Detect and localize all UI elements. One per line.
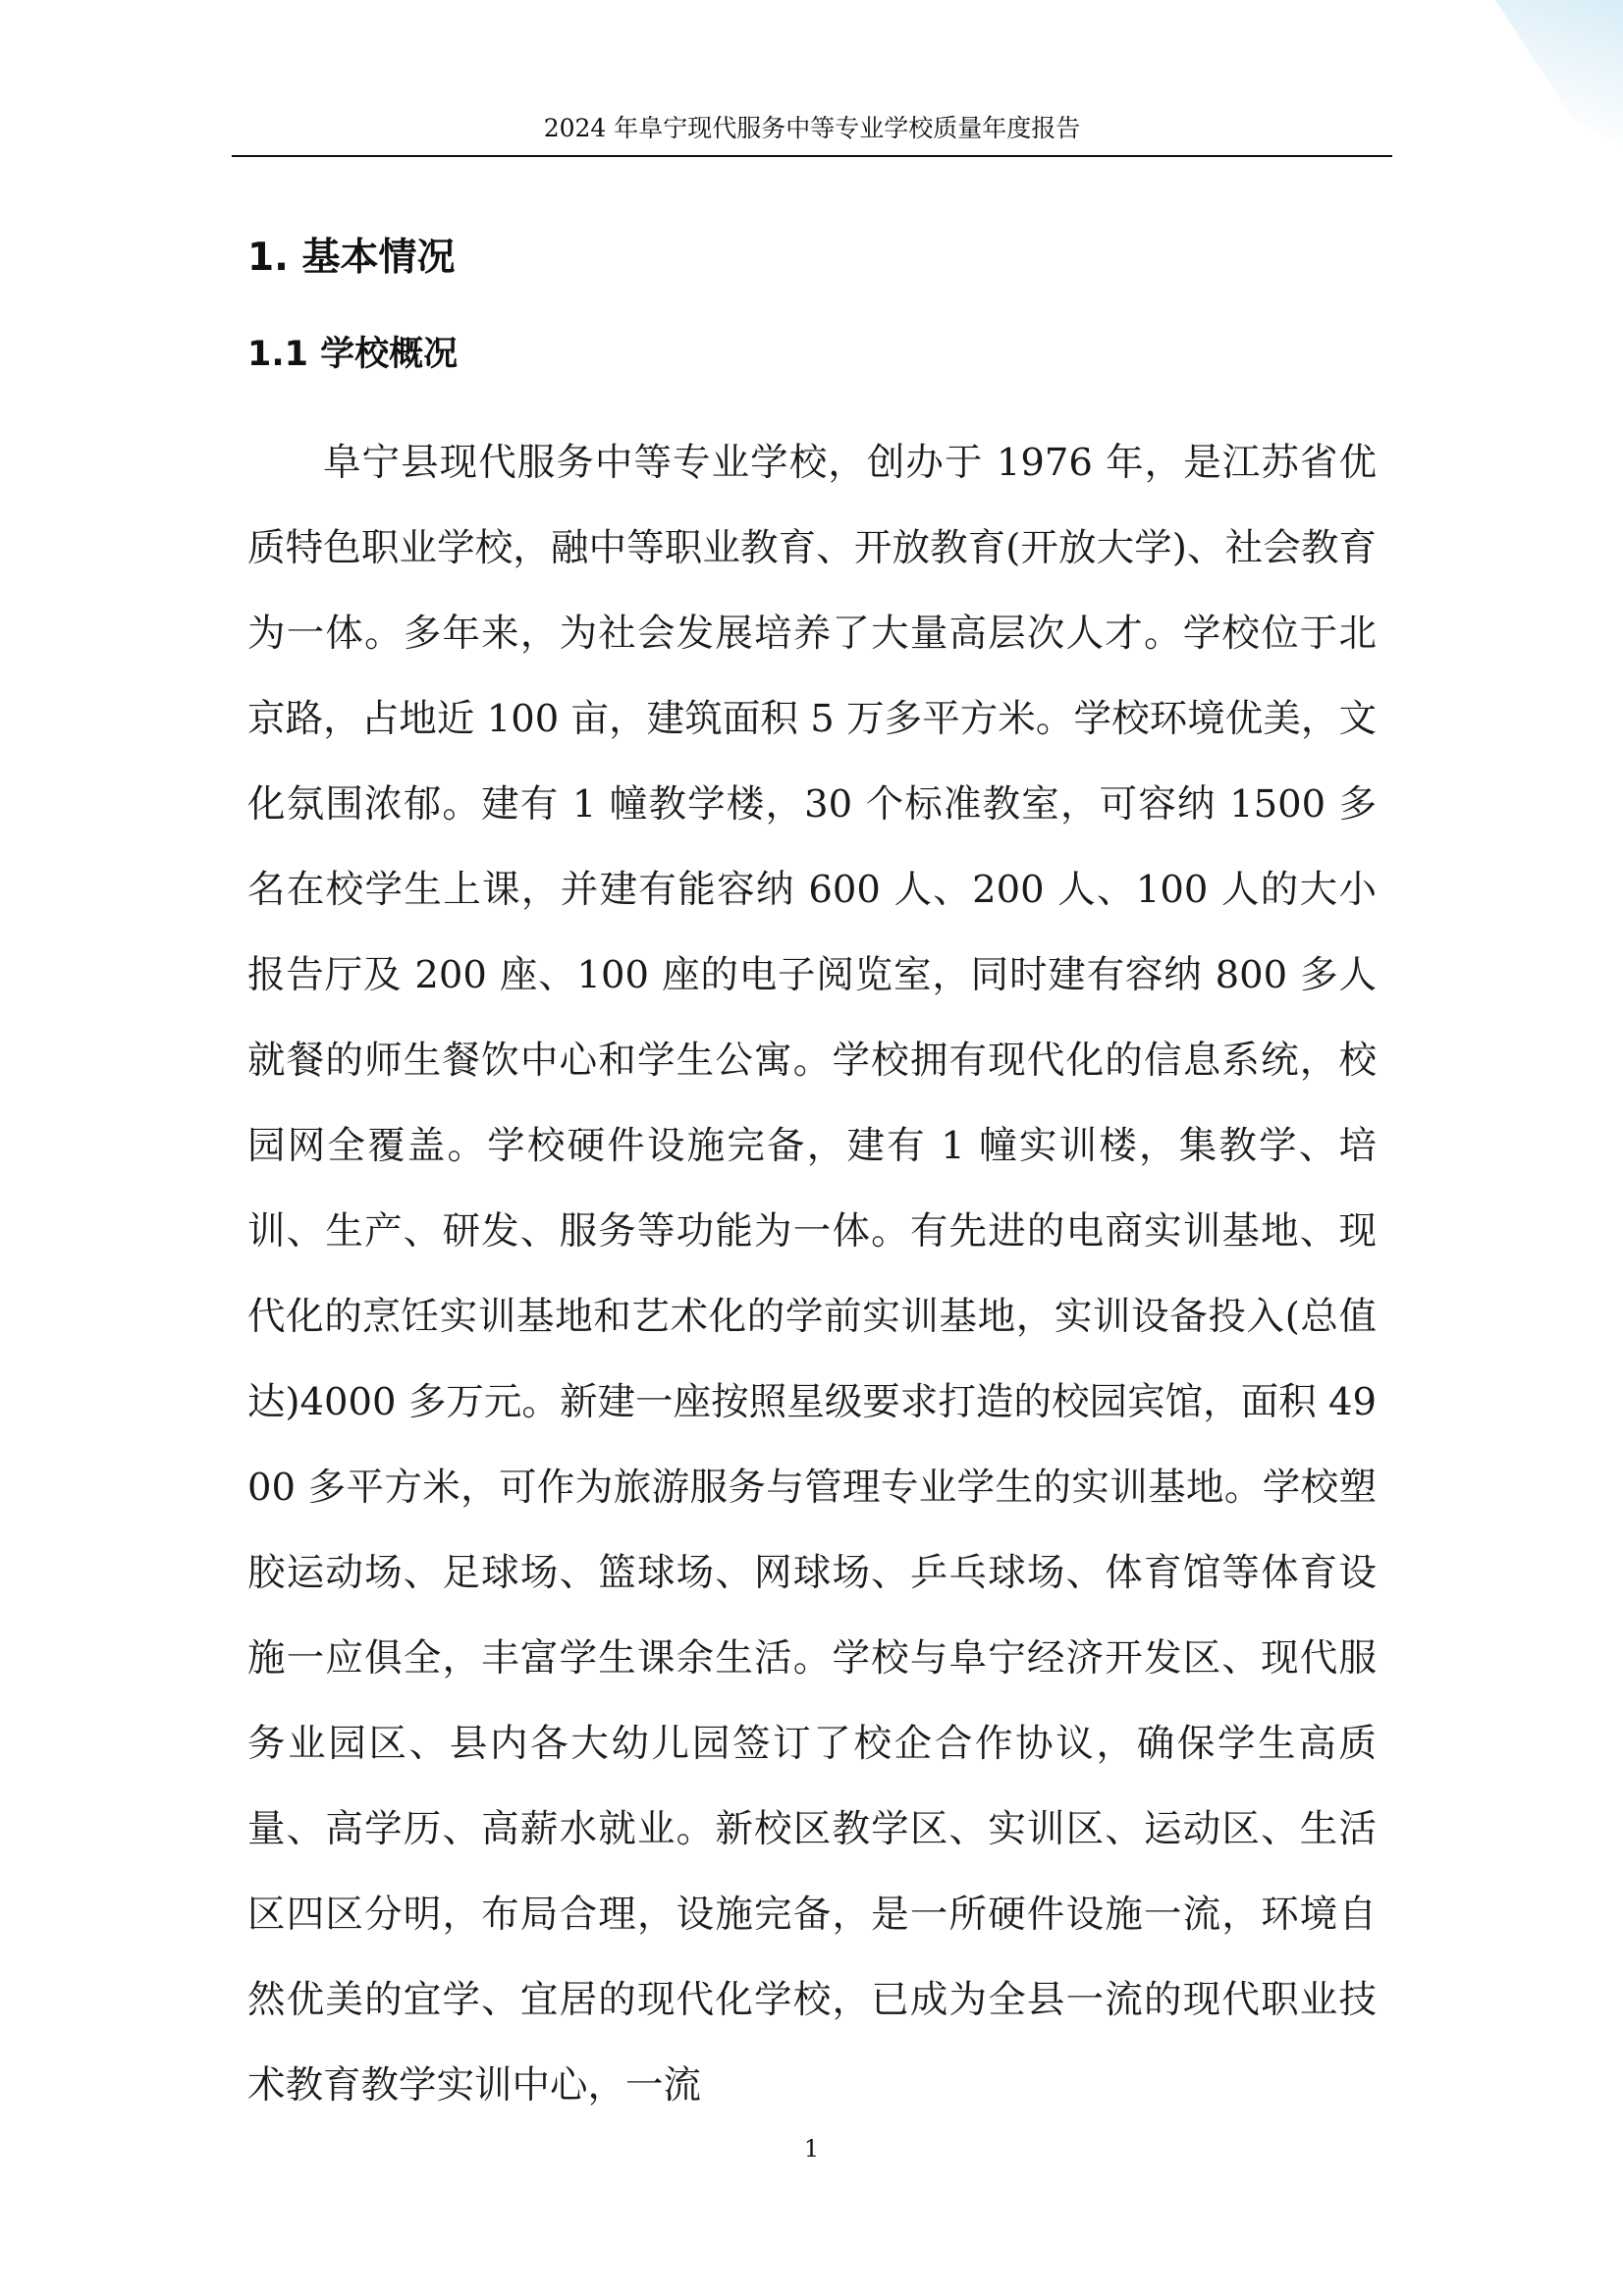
- section-heading: 1. 基本情况: [247, 236, 456, 280]
- header-rule: [232, 155, 1392, 157]
- running-header: 2024 年阜宁现代服务中等专业学校质量年度报告: [543, 114, 1081, 142]
- subsection-heading: 1.1 学校概况: [247, 335, 459, 374]
- body-paragraph: 阜宁县现代服务中等专业学校，创办于 1976 年，是江苏省优质特色职业学校，融中等职业教育、开放教育(开放大学)、社会教育为一体。多年来，为社会发展培养了大量高层次人才。学校位于北京路，占地近 100 亩，建筑面积 5 万多平方米。学校环境优美，文化氛围浓郁。建有 1 幢教学楼，30 个标准教室，可容纳 1500 多名在校学生上课，并建有能容纳 600 人、200 人、100 人的大小报告厅及 200 座、100 座的电子阅览室，同时建有容纳 800 多人就餐的师生餐饮中心和学生公寓。学校拥有现代化的信息系统，校园网全覆盖。学校硬件设施完备，建有 1 幢实训楼，集教学、培训、生产、研发、服务等功能为一体。有先进的电商实训基地、现代化的烹饪实训基地和艺术化的学前实训基地，实训设备投入(总值达)4000 多万元。新建一座按照星级要求打造的校园宾馆，面积 4900 多平方米，可作为旅游服务与管理专业学生的实训基地。学校塑胶运动场、足球场、篮球场、网球场、乒乓球场、体育馆等体育设施一应俱全，丰富学生课余生活。学校与阜宁经济开发区、现代服务业园区、县内各大幼儿园签订了校企合作协议，确保学生高质量、高学历、高薪水就业。新校区教学区、实训区、运动区、生活区四区分明，布局合理，设施完备，是一所硬件设施一流，环境自然优美的宜学、宜居的现代化学校，已成为全县一流的现代职业技术教育教学实训中心，一流: [247, 441, 1377, 2108]
- page-number: 1: [803, 2135, 820, 2163]
- corner-decoration: [1495, 0, 1623, 147]
